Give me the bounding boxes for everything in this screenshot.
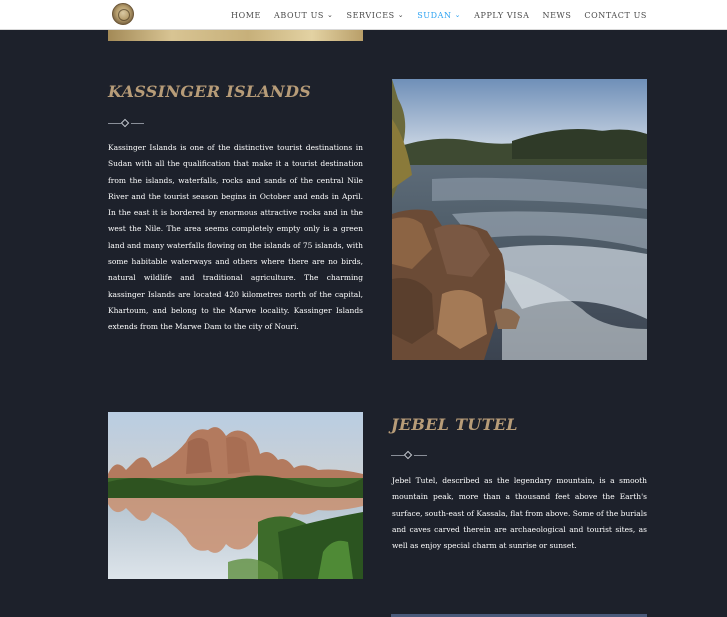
jebel-tutel-photo xyxy=(108,412,363,579)
diamond-divider-icon xyxy=(391,451,427,459)
emblem-logo-icon[interactable] xyxy=(112,3,134,25)
nav-news[interactable] xyxy=(542,11,571,20)
nav-contact-us-label: CONTACT US xyxy=(584,10,647,20)
nav-home-label: HOME xyxy=(231,10,261,20)
nav-apply-visa-label: APPLY VISA xyxy=(474,10,530,20)
nav-home[interactable] xyxy=(231,11,261,20)
nav-about-us-label: ABOUT US xyxy=(274,10,325,20)
jebel-tutel-title: JEBEL TUTEL xyxy=(391,415,518,434)
nav-services-label: SERVICES xyxy=(346,10,395,20)
chevron-down-icon: ⌄ xyxy=(454,11,462,19)
nav-sudan-label: SUDAN xyxy=(417,10,452,20)
main-navigation xyxy=(218,0,647,30)
nav-sudan[interactable] xyxy=(417,11,461,20)
kassinger-islands-description: Kassinger Islands is one of the distinctive tourist destinations in Sudan with all the qualification that make it a tourist destination from the islands, waterfalls, rocks and sands of the central Nile River and the tourist season begins in October and ends in April. In the east it is bordered by enormous attractive rocks and in the west the Nile. The area seems completely empty only is a green land and many waterfalls flowing on the islands of 75 islands, with some habitable waterways and others where there are no birds, natural wildlife and traditional agriculture. The charming kassinger Islands are located 420 kilometres north of the capital, Khartoum, and belong to the Marwe locality. Kassinger Islands extends from the Marwe Dam to the city of Nouri. xyxy=(108,143,363,332)
previous-section-image xyxy=(108,30,363,41)
site-header xyxy=(0,0,727,30)
nav-services[interactable] xyxy=(346,11,404,20)
nav-news-label: NEWS xyxy=(542,10,572,20)
chevron-down-icon: ⌄ xyxy=(397,11,405,19)
jebel-tutel-description: Jebel Tutel, described as the legendary mountain, is a smooth mountain peak, more than a thousand feet above the Earth's surface, south-east of Kassala, flat from above. Some of the burials and caves carved therein are archaeological and tourist sites, as well as enjoy special charm at sunrise or sunset. xyxy=(392,476,647,551)
chevron-down-icon: ⌄ xyxy=(327,11,334,19)
nav-apply-visa[interactable] xyxy=(474,11,529,20)
diamond-divider-icon xyxy=(108,119,144,127)
kassinger-islands-title: KASSINGER ISLANDS xyxy=(108,82,312,101)
kassinger-islands-photo xyxy=(392,79,647,360)
nav-about-us[interactable] xyxy=(274,11,333,20)
nav-contact-us[interactable] xyxy=(584,11,647,20)
